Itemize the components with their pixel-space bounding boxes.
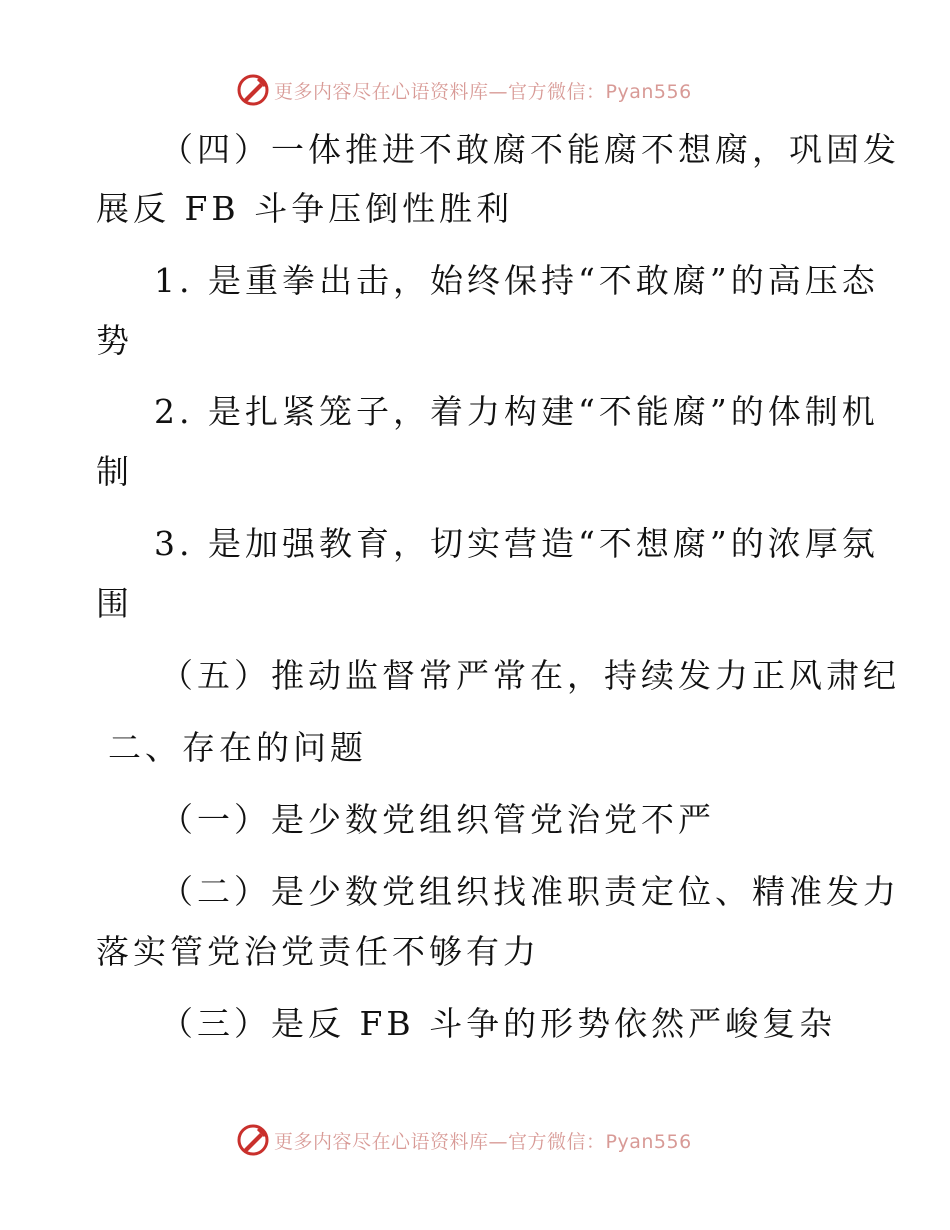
- problem-2-line-1: （二）是少数党组织找准职责定位、精准发力: [160, 872, 900, 911]
- item-1-line-1: 1. 是重拳出击，始终保持“不敢腐”的高压态: [154, 261, 879, 300]
- paragraph-4-line-1: （四）一体推进不敢腐不能腐不想腐，巩固发: [160, 130, 900, 169]
- paragraph-5-line-1: （五）推动监督常严常在，持续发力正风肃纪: [160, 656, 900, 695]
- item-2-line-2: 制: [96, 452, 133, 491]
- item-3-line-1: 3. 是加强教育，切实营造“不想腐”的浓厚氛: [154, 524, 879, 563]
- section-heading-2: 二、存在的问题: [108, 728, 367, 767]
- paragraph-4-line-2: 展反 FB 斗争压倒性胜利: [96, 189, 514, 228]
- item-2-line-1: 2. 是扎紧笼子，着力构建“不能腐”的体制机: [154, 392, 879, 431]
- watermark-text: 更多内容尽在心语资料库—官方微信：Pyan556: [274, 80, 692, 103]
- pen-seal-icon: [236, 1123, 270, 1157]
- problem-2-line-2: 落实管党治党责任不够有力: [96, 932, 540, 971]
- item-1-line-2: 势: [96, 321, 133, 360]
- problem-3-line-1: （三）是反 FB 斗争的形势依然严峻复杂: [160, 1004, 837, 1043]
- problem-1-line-1: （一）是少数党组织管党治党不严: [160, 800, 715, 839]
- footer-watermark: [236, 1122, 692, 1158]
- item-3-line-2: 围: [96, 584, 133, 623]
- watermark-text: 更多内容尽在心语资料库—官方微信：Pyan556: [274, 1130, 692, 1153]
